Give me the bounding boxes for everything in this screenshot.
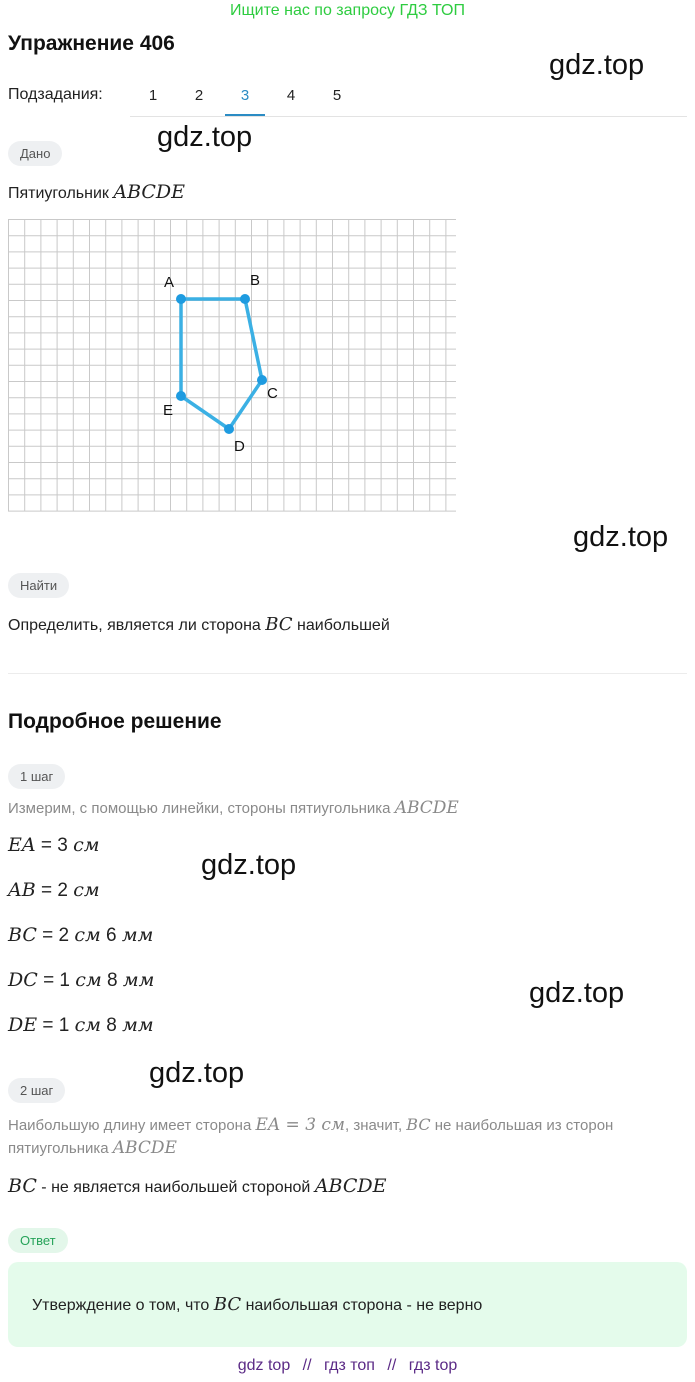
vertex-b-point bbox=[240, 294, 250, 304]
vertex-a-point bbox=[176, 294, 186, 304]
vertex-e-point bbox=[176, 391, 186, 401]
find-text: Определить, является ли сторона BC наибольшей bbox=[8, 614, 390, 635]
subtask-tab-4[interactable]: 4 bbox=[286, 87, 296, 104]
subtasks-tabs bbox=[130, 78, 687, 117]
measure-ab: AB = 2 см bbox=[8, 879, 100, 901]
step2-badge: 2 шаг bbox=[8, 1078, 65, 1103]
measure-bc: BC = 2 см 6 мм bbox=[8, 924, 154, 946]
subtask-tab-3[interactable]: 3 bbox=[225, 78, 265, 116]
step1-badge: 1 шаг bbox=[8, 764, 65, 789]
answer-text: Утверждение о том, что BC наибольшая сторона - не верно bbox=[32, 1294, 483, 1315]
vertex-a-label: A bbox=[164, 274, 175, 291]
grid bbox=[8, 219, 456, 511]
answer-badge: Ответ bbox=[8, 1228, 68, 1253]
vertex-c-label: C bbox=[267, 385, 278, 402]
footer-link-gdz-top[interactable]: gdz top bbox=[237, 1357, 291, 1374]
pentagon-figure bbox=[8, 219, 458, 513]
watermark: gdz.top bbox=[549, 49, 645, 81]
footer-link-gdz-top-mixed[interactable]: гдз top bbox=[408, 1357, 458, 1374]
vertex-c-point bbox=[257, 375, 267, 385]
pentagon-shape bbox=[181, 299, 262, 429]
footer-link-gdz-top-ru[interactable]: гдз топ bbox=[324, 1357, 375, 1374]
section-divider bbox=[8, 673, 687, 674]
measure-ea: EA = 3 см bbox=[8, 834, 100, 856]
step2-text: Наибольшую длину имеет сторона EA = 3 см, значит, BC не наибольшая из сторон пятиугольника ABCDE bbox=[8, 1115, 614, 1158]
vertex-e-label: E bbox=[163, 402, 174, 419]
subtask-tab-1[interactable]: 1 bbox=[148, 87, 158, 104]
given-badge: Дано bbox=[8, 141, 62, 166]
solution-title: Подробное решение bbox=[8, 710, 222, 733]
top-banner: Ищите нас по запросу ГДЗ ТОП bbox=[230, 2, 465, 19]
footer-separator: // bbox=[302, 1357, 312, 1374]
watermark: gdz.top bbox=[573, 521, 669, 553]
watermark: gdz.top bbox=[149, 1057, 245, 1089]
given-text: Пятиугольник ABCDE bbox=[8, 181, 186, 203]
measure-dc: DC = 1 см 8 мм bbox=[8, 969, 155, 991]
page-title: Упражнение 406 bbox=[8, 32, 175, 55]
subtask-tab-5[interactable]: 5 bbox=[332, 87, 342, 104]
footer-links bbox=[0, 1357, 695, 1375]
step1-text: Измерим, с помощью линейки, стороны пятиугольника ABCDE bbox=[8, 798, 459, 818]
watermark: gdz.top bbox=[157, 121, 253, 153]
vertex-d-label: D bbox=[234, 438, 245, 455]
subtask-tab-2[interactable]: 2 bbox=[194, 87, 204, 104]
vertex-d-point bbox=[224, 424, 234, 434]
footer-separator: // bbox=[387, 1357, 397, 1374]
vertex-b-label: B bbox=[250, 272, 261, 289]
step2-conclusion: BC - не является наибольшей стороной ABCDE bbox=[8, 1175, 387, 1197]
watermark: gdz.top bbox=[529, 977, 625, 1009]
measure-de: DE = 1 см 8 мм bbox=[8, 1014, 154, 1036]
watermark: gdz.top bbox=[201, 849, 297, 881]
find-badge: Найти bbox=[8, 573, 69, 598]
subtasks-label: Подзадания: bbox=[8, 86, 103, 103]
